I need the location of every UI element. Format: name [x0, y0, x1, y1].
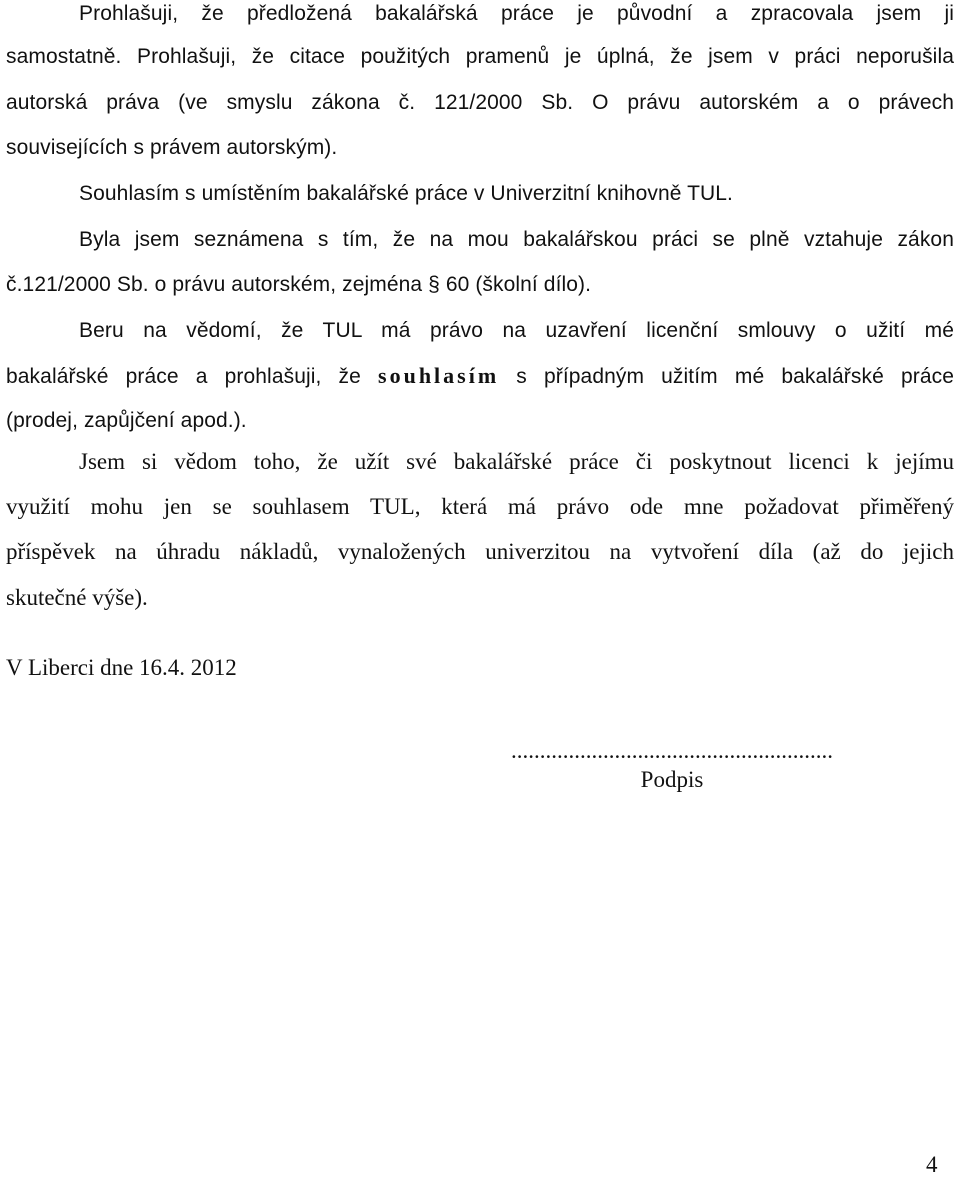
law-line-2: č.121/2000 Sb. o právu autorském, zejména § 60 (školní dílo). [6, 273, 592, 296]
library-consent-line: Souhlasím s umístěním bakalářské práce v Univerzitní knihovně TUL. [79, 182, 733, 205]
declaration-line-3: autorská práva (ve smyslu zákona č. 121/2000 Sb. O právu autorském a o právech [6, 91, 954, 114]
signature-dots: ........................................................ [511, 738, 833, 763]
license-line-2 [6, 365, 954, 387]
declaration-line-4: souvisejících s právem autorským). [6, 136, 338, 159]
declaration-line-2: samostatně. Prohlašuji, že citace použitých pramenů je úplná, že jsem v práci neporušila [6, 45, 954, 68]
license-line-3: (prodej, zapůjčení apod.). [6, 409, 247, 432]
page-number: 4 [926, 1152, 938, 1177]
use-line-4: skutečné výše). [6, 585, 148, 610]
license-line-2-after: s případným užitím mé bakalářské práce [516, 365, 954, 388]
use-line-2: využití mohu jen se souhlasem TUL, která má právo ode mne požadovat přiměřený [6, 494, 954, 519]
declaration-line-1: Prohlašuji, že předložená bakalářská práce je původní a zpracovala jsem ji [79, 2, 954, 25]
consent-emphasis: souhlasím [378, 363, 500, 388]
license-line-2-before: bakalářské práce a prohlašuji, že [6, 365, 361, 388]
signature-label: Podpis [640, 767, 704, 792]
license-line-1: Beru na vědomí, že TUL má právo na uzavření licenční smlouvy o užití mé [79, 319, 954, 342]
use-line-3: příspěvek na úhradu nákladů, vynaložených univerzitou na vytvoření díla (až do jejich [6, 539, 954, 564]
law-line-1: Byla jsem seznámena s tím, že na mou bakalářskou práci se plně vztahuje zákon [79, 228, 954, 251]
place-date: V Liberci dne 16.4. 2012 [6, 655, 237, 680]
use-line-1: Jsem si vědom toho, že užít své bakalářské práce či poskytnout licenci k jejímu [79, 449, 954, 474]
